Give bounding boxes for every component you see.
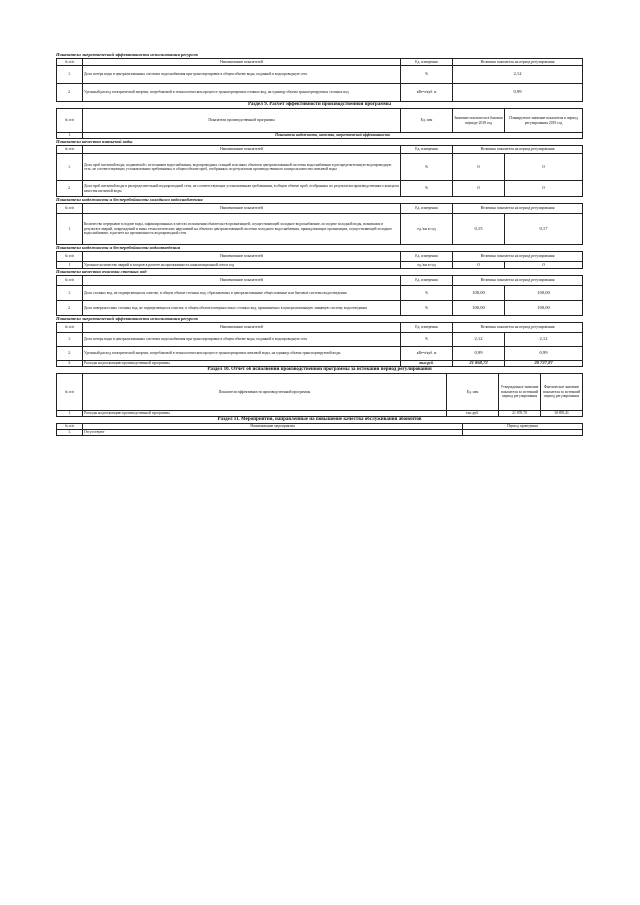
col-header: Величина показателя на период регулирования: [453, 252, 583, 262]
col-header: № п/п: [57, 276, 83, 286]
col-header: Наименование показателей: [83, 276, 401, 286]
col-header: Величина показателя на период регулирования: [453, 59, 583, 66]
col-header: Наименование показателей: [83, 252, 401, 262]
section-water-reliability-title: Показатели надежности и бесперебойности холодного водоснабжения: [56, 197, 203, 202]
col-header: № п/п: [57, 59, 83, 66]
col-header: Ед. измерения: [401, 323, 453, 333]
table-row: 1 Удельное количество аварий и засоров в расчете на протяженность канализационной сети в год ед./км в год 0 0: [57, 262, 583, 269]
resource-efficiency-table: [56, 322, 583, 367]
table-row: 2. Доля поверхностных сточных вод, не подвергающихся очистке, в общем объеме поверхностных сточных вод, принимаемых в централизованную ливневую систему водоотведения % 100,00 100,00: [57, 301, 583, 316]
table-row: 2. Удельный расход электрической энергии, потребляемой в технологическом процессе транспортировки сточных вод, на единицу объема транспортируемых сточных вод кВт•ч/куб. м 0,99: [57, 84, 583, 102]
col-header: № п/п: [57, 424, 83, 430]
col-header: № п/п: [57, 146, 83, 154]
energy-efficiency-table: [56, 58, 583, 102]
col-header: № п/п: [57, 204, 83, 214]
col-header: Период проведения: [463, 424, 583, 430]
col-header: Ед. измерения: [401, 146, 453, 154]
col-header: Ед. измерения: [401, 59, 453, 66]
table-row: 1 Расходы на реализацию производственной программы тыс.руб. 21 870,70 18 895,41: [57, 411, 583, 417]
col-header: Показатели эффективности производственной программы: [83, 374, 447, 411]
program-report-table: [56, 373, 583, 417]
col-header: Наименование показателей: [83, 323, 401, 333]
col-header: Фактическое значение показателя за истекший период регулирования: [541, 374, 583, 411]
col-header: Ед. изм: [447, 374, 499, 411]
sewer-reliability-table: [56, 251, 583, 269]
section-wastewater-quality-title: Показатели качества очистки сточных вод: [56, 269, 147, 274]
table-row: 1 Количество перерывов в подаче воды, зафиксированных в местах исполнения обязательств организацией, осуществляющей холодное водоснабжение, по подаче холодной воды, возникших в результате аварий, повреждений и иных технологических нарушений на объектах централизованной системы холодного водоснабжения, принадлежащих организации, осуществляющей холодное водоснабжение, в расчете на протяженность водопроводной сети ед./км в год 0,15 0,17: [57, 214, 583, 245]
col-header: Показатели производственной программы: [83, 109, 401, 133]
table-row: 1. Доля потерь воды в централизованных системах водоснабжения при транспортировке в общем объеме воды, поданной в водопроводную сеть % 2,12: [57, 66, 583, 84]
table-row: 1 Показатели надежности, качества, энергетической эффективности: [57, 133, 583, 139]
table-row: 3. Расходы на реализацию производственной программы тыс.руб. 21 868,72 20 727,87: [57, 361, 583, 367]
table-row: 1. Отсутствуют: [57, 430, 583, 436]
col-header: № п/п: [57, 374, 83, 411]
water-reliability-table: [56, 203, 583, 245]
col-header: Планируемое значение показателя в период регулирования 2019 год: [505, 109, 583, 133]
col-header: Значение показателя в базовом периоде 2018 год: [453, 109, 505, 133]
section-energy-efficiency-title: Показатели энергетической эффективности использования ресурсов: [56, 52, 198, 57]
table-row: 1. Доля потерь воды в централизованных системах водоснабжения при транспортировке в общем объеме воды, поданной в водопроводную сеть % 2,12 2,12: [57, 333, 583, 347]
col-header: Ед. измерения: [401, 204, 453, 214]
table-row: 2. Удельный расход электрической энергии, потребляемой в технологическом процессе транспортировки питьевой воды, на единицу объема транспортируемой воды кВт•ч/куб. м 0,99 0,99: [57, 347, 583, 361]
col-header: № п/п: [57, 323, 83, 333]
col-header: № п/п: [57, 252, 83, 262]
wastewater-quality-table: [56, 275, 583, 316]
section-10-title: Раздел 10. Отчет об исполнении производственной программы за истекший период регулирования: [207, 367, 432, 372]
table-row: 1. Доля проб питьевой воды, подаваемой с источников водоснабжения, водопроводных станций или иных объектов централизованной системы водоснабжения в распределительную водопроводную сеть, не соответствующих установленным требованиям, в общем объеме проб, отобранных по результатам производственного контроля качества питьевой воды % 0 0: [57, 154, 583, 181]
col-header: Величина показателя на период регулирования: [453, 146, 583, 154]
program-efficiency-table: [56, 108, 583, 139]
section-resource-efficiency-title: Показатели энергетической эффективности использования ресурсов: [56, 316, 198, 321]
col-header: Величина показателя на период регулирования: [453, 276, 583, 286]
measures-table: [56, 423, 583, 436]
section-9-title: Раздел 9. Расчет эффективности производственной программы: [247, 102, 392, 107]
col-header: Утвержденное значение показателя за истекший период регулирования: [499, 374, 541, 411]
document-page: [56, 52, 583, 436]
section-11-title: Раздел 11. Мероприятия, направленные на повышение качества обслуживания абонентов: [217, 417, 422, 422]
section-water-quality-title: Показатели качества питьевой воды: [56, 139, 133, 144]
col-header: Наименование показателей: [83, 204, 401, 214]
table-row: 2. Доля проб питьевой воды в распределительной водопроводной сети, не соответствующих установленным требованиям, в общем объеме проб, отобранных по результатам производственного контроля качества питьевой воды % 0 0: [57, 181, 583, 197]
col-header: Ед. изм: [401, 109, 453, 133]
col-header: Наименование мероприятия: [83, 424, 463, 430]
col-header: Величина показателя на период регулирования: [453, 323, 583, 333]
col-header: Наименование показателей: [83, 146, 401, 154]
col-header: № п/п: [57, 109, 83, 133]
col-header: Наименование показателей: [83, 59, 401, 66]
table-row: 1. Доля сточных вод, не подвергающихся очистке, в общем объеме сточных вод, сбрасываемых в централизованные общесплавные или бытовые системы водоотведения % 100,00 100,00: [57, 286, 583, 301]
section-sewer-reliability-title: Показатели надежности и бесперебойности водоотведения: [56, 245, 181, 250]
water-quality-table: [56, 145, 583, 197]
col-header: Ед. измерения: [401, 252, 453, 262]
col-header: Величина показателя на период регулирования: [453, 204, 583, 214]
col-header: Ед. измерения: [401, 276, 453, 286]
